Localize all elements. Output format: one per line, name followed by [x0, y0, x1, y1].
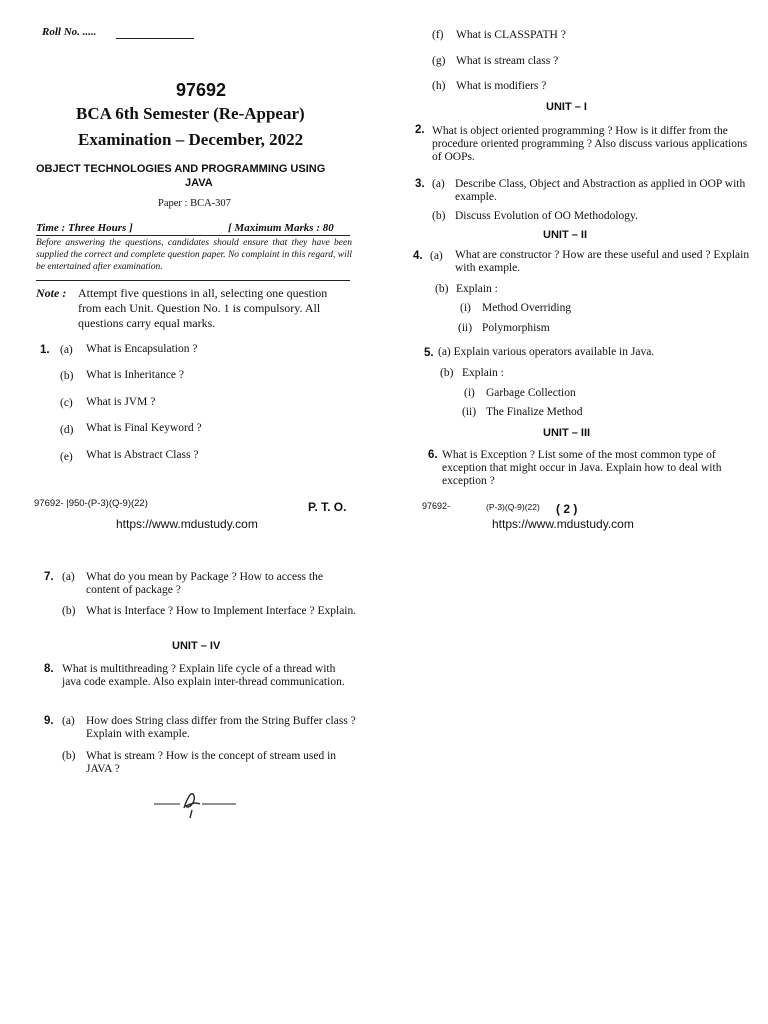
q1c-label: (c) [60, 397, 73, 409]
q5b-text: Explain : [462, 367, 504, 379]
note-text: Attempt five questions in all, selecting one question from each Unit. Question No. 1 is compulsory. All questions carry equal marks. [78, 286, 328, 330]
q3b-label: (b) [432, 210, 446, 222]
page-number: ( 2 ) [556, 502, 578, 516]
q5-number: 5. [424, 347, 434, 359]
footer-mid-2: (P-3)(Q-9)(22) [486, 502, 540, 512]
q9-number: 9. [44, 715, 54, 727]
footer-code-2: 97692- [422, 501, 451, 511]
source-url-1: https://www.mdustudy.com [116, 517, 258, 531]
q6-number: 6. [428, 449, 438, 461]
q8-text: What is multithreading ? Explain life cycle of a thread with java code example. Also explain inter-thread communication. [62, 663, 345, 688]
q5b-i-text: Garbage Collection [486, 387, 576, 399]
roll-no-label: Roll No. ..... [42, 26, 97, 38]
note-label: Note : [36, 286, 67, 300]
q1e-label: (e) [60, 451, 73, 463]
paper-number: Paper : BCA-307 [158, 198, 231, 209]
q1c-text: What is JVM ? [86, 396, 156, 408]
q1h-text: What is modifiers ? [456, 80, 547, 92]
time-label: Time : Three Hours ] [36, 222, 133, 234]
q5a-text: (a) Explain various operators available in Java. [438, 346, 655, 358]
q4b-ii-label: (ii) [458, 322, 473, 334]
paper-code: 97692 [176, 80, 227, 100]
q9b-label: (b) [62, 750, 76, 762]
q9a-text: How does String class differ from the String Buffer class ? Explain with example. [86, 715, 356, 740]
q2-number: 2. [415, 124, 425, 136]
q1d-label: (d) [60, 424, 74, 436]
end-signature-mark [150, 786, 240, 822]
source-url-2: https://www.mdustudy.com [492, 517, 634, 531]
roll-no-line [116, 38, 194, 39]
q1a-label: (a) [60, 344, 73, 356]
q4b-ii-text: Polymorphism [482, 322, 550, 334]
q3-number: 3. [415, 178, 425, 190]
q5b-label: (b) [440, 367, 454, 379]
q1g-text: What is stream class ? [456, 55, 559, 67]
q7a-label: (a) [62, 571, 75, 583]
pto-label: P. T. O. [308, 500, 347, 514]
q9b-text: What is stream ? How is the concept of stream used in JAVA ? [86, 750, 337, 775]
q1a-text: What is Encapsulation ? [86, 343, 198, 355]
q7b-label: (b) [62, 605, 76, 617]
max-marks-label: [ Maximum Marks : 80 [228, 222, 334, 234]
q4a-text: What are constructor ? How are these useful and used ? Explain with example. [455, 249, 750, 274]
q1f-text: What is CLASSPATH ? [456, 29, 566, 41]
unit-3-heading: UNIT – III [543, 427, 591, 439]
exam-title-line2: Examination – December, 2022 [78, 130, 304, 149]
q5b-i-label: (i) [464, 387, 475, 399]
q1b-label: (b) [60, 370, 74, 382]
q3a-label: (a) [432, 178, 445, 190]
q4b-text: (b) [435, 283, 449, 295]
subject-line1: OBJECT TECHNOLOGIES AND PROGRAMMING USING [36, 163, 326, 175]
exam-title-line1: BCA 6th Semester (Re-Appear) [76, 104, 305, 123]
q1f-label: (f) [432, 29, 444, 41]
header-rule-1 [36, 235, 350, 236]
q1e-text: What is Abstract Class ? [86, 449, 199, 461]
q8-number: 8. [44, 663, 54, 675]
q1-number: 1. [40, 344, 50, 356]
unit-2-heading: UNIT – II [543, 229, 588, 241]
footer-code: 97692- |950-(P-3)(Q-9)(22) [34, 498, 148, 509]
q9a-label: (a) [62, 715, 75, 727]
q3b-text: Discuss Evolution of OO Methodology. [455, 210, 638, 222]
q4b-explain: Explain : [456, 283, 498, 295]
q4b-i-label: (i) [460, 302, 471, 314]
q5b-ii-label: (ii) [462, 406, 477, 418]
unit-4-heading: UNIT – IV [172, 640, 221, 652]
q7b-text: What is Interface ? How to Implement Interface ? Explain. [86, 605, 357, 617]
q1g-label: (g) [432, 55, 446, 67]
q4b-i-text: Method Overriding [482, 302, 572, 314]
q7-number: 7. [44, 571, 54, 583]
q7a-text: What do you mean by Package ? How to access the content of package ? [86, 571, 323, 596]
subject-line2: JAVA [185, 177, 213, 189]
q5b-ii-text: The Finalize Method [486, 406, 583, 418]
q4a-label: (a) [430, 250, 443, 262]
q4-number: 4. [413, 250, 423, 262]
q1d-text: What is Final Keyword ? [86, 422, 202, 434]
q1h-label: (h) [432, 80, 446, 92]
unit-1-heading: UNIT – I [546, 101, 587, 113]
q6-text: What is Exception ? List some of the most common type of exception that might occur in Java. Explain how to deal with exception ? [442, 449, 722, 487]
q2-text: What is object oriented programming ? How is it differ from the procedure oriented programming ? Also discuss various applications of OOPs. [432, 125, 748, 163]
instructions-text: Before answering the questions, candidates should ensure that they have been supplied the correct and complete question paper. No complaint in this regard, will be entertained after examination. [36, 238, 352, 272]
q1b-text: What is Inheritance ? [86, 369, 185, 381]
q3a-text: Describe Class, Object and Abstraction as applied in OOP with example. [455, 178, 746, 203]
header-rule-2 [36, 280, 350, 281]
